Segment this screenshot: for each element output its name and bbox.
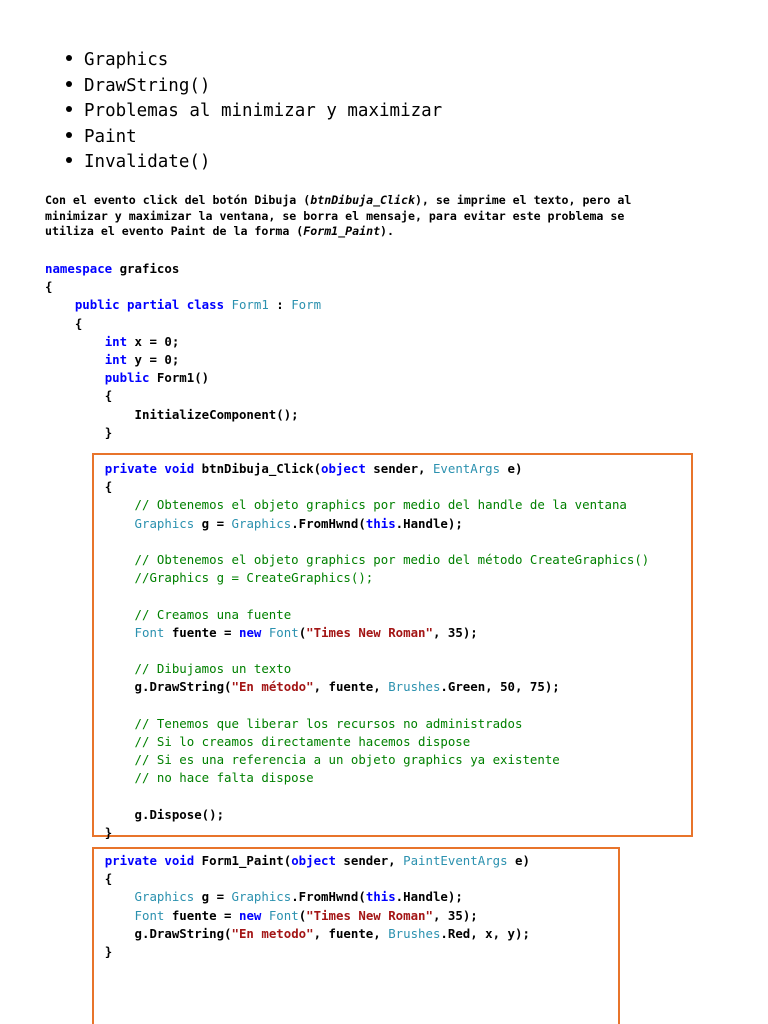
- code-token: Form1: [231, 297, 269, 313]
- code-token: Graphics: [231, 515, 292, 531]
- code-token: .Handle);: [395, 889, 463, 905]
- code-token: object: [321, 461, 366, 476]
- code-token: "En metodo": [231, 925, 314, 941]
- code-token: Font: [134, 624, 165, 640]
- code-token: Font: [268, 907, 299, 923]
- code-token: graficos: [112, 261, 180, 276]
- bullet-icon: [66, 157, 72, 163]
- code-token: public partial class: [74, 297, 225, 313]
- code-token: InitializeComponent();: [134, 406, 299, 422]
- list-item: Invalidate(): [66, 150, 442, 176]
- code-token: // Creamos una fuente: [134, 606, 292, 622]
- bullet-icon: [66, 132, 72, 138]
- topic-list: [66, 48, 442, 176]
- code-token: , fuente,: [313, 679, 389, 695]
- bullet-icon: [66, 55, 72, 61]
- code-token: .Red, x, y);: [440, 925, 530, 941]
- code-token: Graphics: [134, 515, 195, 531]
- code-token: .FromHwnd(: [291, 515, 366, 531]
- code-token: g.Dispose();: [134, 806, 225, 822]
- code-token: g.DrawString(: [134, 679, 232, 695]
- code-block-paint-handler: [45, 852, 530, 961]
- code-token: sender,: [335, 853, 404, 868]
- code-block-click-handler: [45, 460, 649, 842]
- code-token: , fuente,: [313, 925, 389, 941]
- code-token: private void: [104, 461, 195, 476]
- code-token: PaintEventArgs: [403, 853, 508, 868]
- code-token: // Tenemos que liberar los recursos no administrados: [134, 715, 523, 731]
- code-token: (: [298, 907, 307, 923]
- code-token: Form1_Paint(: [194, 853, 292, 868]
- code-token: Form: [291, 297, 322, 313]
- code-token: //Graphics g = CreateGraphics();: [134, 570, 374, 586]
- code-token: , 35);: [432, 624, 478, 640]
- code-token: this: [365, 889, 396, 905]
- code-token: sender,: [365, 461, 433, 476]
- code-token: Form1(): [149, 370, 210, 386]
- code-token: .FromHwnd(: [291, 889, 366, 905]
- code-token: g =: [194, 515, 232, 531]
- code-token: .Green, 50, 75);: [440, 679, 560, 695]
- code-token: "Times New Roman": [306, 907, 433, 923]
- code-token: public: [104, 370, 150, 386]
- code-token: "Times New Roman": [306, 624, 433, 640]
- code-token: Graphics: [231, 889, 292, 905]
- code-token: EventArgs: [432, 461, 501, 476]
- code-token: // Obtenemos el objeto graphics por medio del método CreateGraphics(): [134, 552, 650, 568]
- code-token: btnDibuja_Click(: [194, 461, 322, 476]
- code-token: x = 0;: [127, 333, 180, 349]
- code-token: {: [104, 479, 113, 495]
- code-token: , 35);: [432, 907, 478, 923]
- list-item: Paint: [66, 125, 442, 151]
- list-item: DrawString(): [66, 74, 442, 100]
- explanation-paragraph: Con el evento click del botón Dibuja (btnDibuja_Click), se imprime el texto, pero al minimizar y maximizar la ventana, se borra el mensaje, para evitar este problema se utiliza el evento Paint de la forma (Form1_Paint).: [45, 193, 632, 238]
- code-token: int: [104, 352, 128, 368]
- code-token: Font: [134, 907, 165, 923]
- code-token: {: [74, 315, 83, 331]
- code-token: Graphics: [134, 889, 195, 905]
- code-token: new: [238, 907, 262, 923]
- code-token: g =: [194, 889, 232, 905]
- code-token: }: [104, 424, 113, 440]
- list-item: Problemas al minimizar y maximizar: [66, 99, 442, 125]
- code-token: Brushes: [388, 925, 441, 941]
- code-token: :: [268, 297, 292, 313]
- code-token: .Handle);: [395, 515, 463, 531]
- code-token: y = 0;: [127, 352, 180, 368]
- code-block-header: [45, 260, 321, 442]
- code-token: this: [365, 515, 396, 531]
- code-token: }: [104, 944, 113, 960]
- code-token: private void: [104, 853, 195, 868]
- list-item: Graphics: [66, 48, 442, 74]
- code-token: {: [104, 388, 113, 404]
- code-token: // Si es una referencia a un objeto graphics ya existente: [134, 752, 560, 768]
- code-token: e): [507, 853, 530, 868]
- code-token: (: [298, 624, 307, 640]
- code-token: namespace: [45, 261, 113, 276]
- code-token: // Dibujamos un texto: [134, 661, 292, 677]
- bullet-icon: [66, 106, 72, 112]
- code-token: "En método": [231, 679, 314, 695]
- code-token: // Obtenemos el objeto graphics por medio del handle de la ventana: [134, 497, 627, 513]
- code-token: g.DrawString(: [134, 925, 232, 941]
- bullet-icon: [66, 81, 72, 87]
- code-token: // no hace falta dispose: [134, 770, 314, 786]
- code-token: new: [238, 624, 262, 640]
- code-token: {: [104, 871, 113, 887]
- code-token: // Si lo creamos directamente hacemos dispose: [134, 734, 471, 750]
- code-token: Font: [268, 624, 299, 640]
- code-token: }: [104, 825, 113, 841]
- code-token: int: [104, 333, 128, 349]
- code-token: fuente =: [164, 624, 239, 640]
- code-token: Brushes: [388, 679, 441, 695]
- code-token: {: [45, 279, 53, 295]
- code-token: fuente =: [164, 907, 239, 923]
- code-token: object: [291, 853, 336, 868]
- code-token: e): [500, 461, 523, 476]
